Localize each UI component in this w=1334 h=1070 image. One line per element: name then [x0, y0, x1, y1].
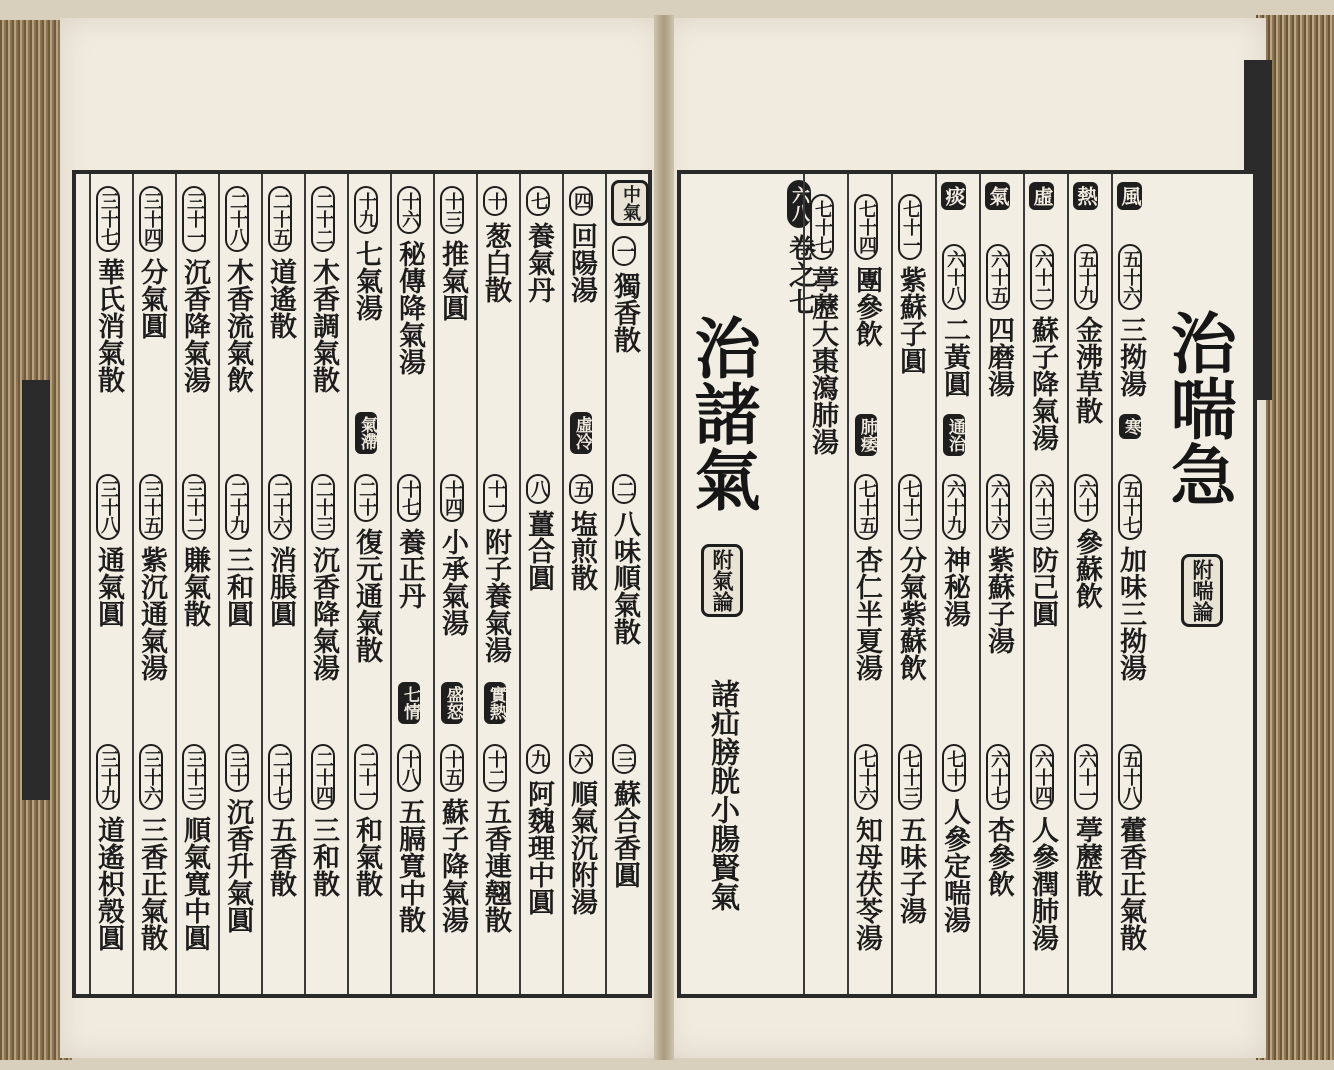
entry-number: 三十六	[139, 744, 163, 810]
entry-number: 七十	[942, 744, 966, 792]
entry-number: 二十八	[225, 186, 249, 252]
entry-number: 六十二	[1030, 244, 1054, 310]
prescription-entry	[439, 186, 466, 321]
prescription-entry	[525, 744, 552, 915]
prescription-entry	[525, 186, 552, 303]
prescription-entry	[525, 474, 552, 591]
left-column	[476, 174, 519, 994]
entry-number: 二十二	[311, 186, 335, 252]
entry-number: 七十一	[898, 194, 922, 260]
entry-name: 防己圓	[1027, 546, 1058, 627]
entry-number: 二十三	[311, 474, 335, 540]
entry-name: 杏參飲	[983, 816, 1014, 897]
entry-number: 六十六	[986, 474, 1010, 540]
prescription-entry	[985, 744, 1012, 897]
entry-number: 五十八	[1118, 744, 1142, 810]
entry-number: 十五	[440, 744, 464, 792]
section-subtext: 諸疝膀胱小腸賢氣	[707, 679, 741, 911]
left-column	[261, 174, 304, 994]
category-tag: 痰	[941, 182, 966, 210]
entry-name: 分氣圓	[136, 258, 167, 339]
entry-name: 木香調氣散	[308, 258, 339, 393]
category-tag: 實熱	[484, 682, 506, 724]
entry-number: 三十二	[182, 474, 206, 540]
entry-number: 七十五	[854, 474, 878, 540]
entry-name: 八味順氣散	[609, 510, 640, 645]
entry-name: 加味三拗湯	[1115, 546, 1146, 681]
entry-name: 通氣圓	[93, 546, 124, 627]
prescription-entry	[1073, 474, 1100, 609]
left-column	[562, 174, 605, 994]
appendix-tag-qi: 附氣論	[701, 544, 743, 617]
entry-name: 塩煎散	[566, 510, 597, 591]
category-tag: 氣滯	[355, 412, 377, 454]
prescription-entry	[853, 474, 880, 681]
entry-name: 紫蘇子圓	[895, 266, 926, 374]
entry-name: 蘇子降氣湯	[437, 798, 468, 933]
section-title-qi: 治諸氣	[683, 314, 761, 512]
prescription-entry	[95, 744, 122, 951]
category-tag: 寒	[1119, 414, 1141, 439]
right-column	[847, 174, 891, 994]
entry-number: 三十一	[182, 186, 206, 252]
entry-name: 復元通氣散	[351, 528, 382, 663]
left-column	[132, 174, 175, 994]
prescription-entry	[941, 474, 968, 627]
prescription-entry	[1029, 244, 1056, 451]
entry-name: 蘇子降氣湯	[1027, 316, 1058, 451]
entry-number: 六十一	[1074, 744, 1098, 810]
prescription-entry	[181, 744, 208, 951]
right-column	[1023, 174, 1067, 994]
prescription-entry	[353, 186, 380, 321]
entry-number: 三十七	[96, 186, 120, 252]
prescription-entry	[95, 186, 122, 393]
category-tag: 中氣	[611, 180, 649, 226]
prescription-entry	[897, 194, 924, 374]
category-tag: 熱	[1073, 182, 1098, 210]
prescription-entry	[611, 236, 638, 353]
prescription-entry	[1117, 744, 1144, 951]
entry-name: 人參定喘湯	[939, 798, 970, 933]
entry-name: 養氣丹	[523, 222, 554, 303]
prescription-entry	[95, 474, 122, 627]
chapter-label: 卷之七	[784, 234, 815, 315]
prescription-entry	[224, 186, 251, 393]
entry-name: 三拗湯	[1115, 316, 1146, 397]
entry-name: 小承氣湯	[437, 528, 468, 636]
category-tag: 虛	[1029, 182, 1054, 210]
entry-name: 金沸草散	[1071, 316, 1102, 424]
prescription-entry	[396, 744, 423, 933]
prescription-entry	[310, 474, 337, 681]
prescription-entry	[897, 474, 924, 681]
right-page-frame	[677, 170, 1257, 998]
prescription-entry	[181, 186, 208, 393]
entry-name: 蘇合香圓	[609, 780, 640, 888]
prescription-entry	[1029, 744, 1056, 951]
prescription-entry	[941, 744, 968, 933]
prescription-entry	[181, 474, 208, 627]
left-folio-strip	[22, 380, 50, 800]
prescription-entry	[439, 474, 466, 636]
entry-name: 和氣散	[351, 816, 382, 897]
prescription-entry	[568, 186, 595, 303]
prescription-entry	[353, 474, 380, 663]
entry-name: 三香正氣散	[136, 816, 167, 951]
entry-name: 分氣紫蘇飲	[895, 546, 926, 681]
prescription-entry	[482, 186, 509, 303]
entry-name: 知母茯苓湯	[851, 816, 882, 951]
entry-number: 七十七	[810, 194, 834, 260]
entry-name: 順氣寬中圓	[179, 816, 210, 951]
entry-number: 六十七	[986, 744, 1010, 810]
prescription-entry	[439, 744, 466, 933]
category-tag: 盛怒	[441, 682, 463, 724]
section-title-asthma: 治喘急	[1159, 309, 1237, 507]
right-column	[935, 174, 979, 994]
prescription-entry	[138, 474, 165, 681]
left-column	[304, 174, 347, 994]
prescription-entry	[224, 474, 251, 627]
prescription-entry	[482, 744, 509, 933]
entry-name: 推氣圓	[437, 240, 468, 321]
entry-number: 二十九	[225, 474, 249, 540]
entry-number: 九	[526, 744, 550, 774]
entry-number: 五十七	[1118, 474, 1142, 540]
prescription-entry	[611, 474, 638, 645]
entry-name: 道遙散	[265, 258, 296, 339]
left-column	[605, 174, 648, 994]
entry-name: 五膈寬中散	[394, 798, 425, 933]
entry-name: 木香流氣飲	[222, 258, 253, 393]
entry-number: 二十一	[354, 744, 378, 810]
prescription-entry	[353, 744, 380, 897]
entry-number: 六十四	[1030, 744, 1054, 810]
entry-name: 薑合圓	[523, 510, 554, 591]
entry-number: 七十四	[854, 194, 878, 260]
left-column	[390, 174, 433, 994]
entry-name: 阿魏理中圓	[523, 780, 554, 915]
entry-number: 二十七	[268, 744, 292, 810]
entry-number: 十二	[483, 744, 507, 792]
left-column	[347, 174, 390, 994]
entry-number: 一	[612, 236, 636, 266]
prescription-entry	[138, 186, 165, 339]
prescription-entry	[809, 194, 836, 455]
entry-number: 十九	[354, 186, 378, 234]
entry-number: 六十五	[986, 244, 1010, 310]
prescription-entry	[985, 474, 1012, 654]
entry-number: 十七	[397, 474, 421, 522]
entry-name: 二黃圓	[939, 316, 970, 397]
entry-number: 三十九	[96, 744, 120, 810]
appendix-tag-asthma: 附喘論	[1181, 554, 1223, 627]
entry-number: 十三	[440, 186, 464, 234]
entry-name: 參蘇飲	[1071, 528, 1102, 609]
prescription-entry	[568, 744, 595, 915]
prescription-entry	[396, 186, 423, 375]
prescription-entry	[568, 474, 595, 591]
prescription-entry	[853, 194, 880, 347]
left-column	[519, 174, 562, 994]
right-column	[891, 174, 935, 994]
entry-number: 三	[612, 744, 636, 774]
entry-number: 三十八	[96, 474, 120, 540]
entry-name: 紫沉通氣湯	[136, 546, 167, 681]
entry-name: 葶藶大棗瀉肺湯	[807, 266, 838, 455]
entry-number: 十四	[440, 474, 464, 522]
prescription-entry	[853, 744, 880, 951]
entry-number: 二十	[354, 474, 378, 522]
entry-number: 七十二	[898, 474, 922, 540]
prescription-entry	[985, 244, 1012, 397]
prescription-entry	[138, 744, 165, 951]
prescription-entry	[267, 474, 294, 627]
prescription-entry	[1117, 474, 1144, 681]
prescription-entry	[224, 744, 251, 933]
category-tag: 通治	[943, 414, 965, 456]
entry-number: 七	[526, 186, 550, 216]
entry-number: 五十六	[1118, 244, 1142, 310]
entry-name: 養正丹	[394, 528, 425, 609]
entry-name: 人參潤肺湯	[1027, 816, 1058, 951]
entry-number: 六	[569, 744, 593, 774]
left-page-frame	[72, 170, 652, 998]
prescription-entry	[396, 474, 423, 609]
entry-name: 五味子湯	[895, 816, 926, 924]
entry-name: 回陽湯	[566, 222, 597, 303]
entry-number: 八	[526, 474, 550, 504]
category-tag: 虛冷	[570, 412, 592, 454]
entry-name: 神秘湯	[939, 546, 970, 627]
entry-number: 三十	[225, 744, 249, 792]
entry-name: 沉香升氣圓	[222, 798, 253, 933]
entry-name: 藿香正氣散	[1115, 816, 1146, 951]
entry-name: 七氣湯	[351, 240, 382, 321]
entry-name: 團參飲	[851, 266, 882, 347]
right-column	[979, 174, 1023, 994]
entry-number: 六十	[1074, 474, 1098, 522]
entry-name: 順氣沉附湯	[566, 780, 597, 915]
prescription-entry	[941, 244, 968, 397]
prescription-entry	[267, 186, 294, 339]
entry-number: 二十五	[268, 186, 292, 252]
entry-number: 二十六	[268, 474, 292, 540]
entry-number: 三十五	[139, 474, 163, 540]
prescription-entry	[1073, 744, 1100, 897]
left-column	[175, 174, 218, 994]
entry-name: 五香連翹散	[480, 798, 511, 933]
entry-number: 五十九	[1074, 244, 1098, 310]
category-tag: 風	[1117, 182, 1142, 210]
left-column	[218, 174, 261, 994]
entry-number: 六十三	[1030, 474, 1054, 540]
entry-number: 四	[569, 186, 593, 216]
entry-name: 華氏消氣散	[93, 258, 124, 393]
entry-name: 秘傳降氣湯	[394, 240, 425, 375]
entry-name: 三和圓	[222, 546, 253, 627]
entry-number: 十一	[483, 474, 507, 522]
prescription-entry	[310, 744, 337, 897]
entry-number: 六十九	[942, 474, 966, 540]
entry-name: 杏仁半夏湯	[851, 546, 882, 681]
entry-name: 道遙枳殼圓	[93, 816, 124, 951]
right-column	[803, 174, 847, 994]
entry-name: 獨香散	[609, 272, 640, 353]
entry-name: 消脹圓	[265, 546, 296, 627]
entry-name: 沉香降氣湯	[308, 546, 339, 681]
right-column	[1067, 174, 1111, 994]
chapter-number: 六八	[787, 180, 811, 228]
entry-number: 十八	[397, 744, 421, 792]
category-tag: 七情	[398, 682, 420, 724]
category-tag: 氣	[985, 182, 1010, 210]
entry-number: 三十三	[182, 744, 206, 810]
entry-number: 十	[483, 186, 507, 216]
entry-name: 三和散	[308, 816, 339, 897]
entry-name: 四磨湯	[983, 316, 1014, 397]
prescription-entry	[897, 744, 924, 924]
left-column	[89, 174, 132, 994]
category-tag: 肺痿	[855, 414, 877, 456]
entry-name: 葶藶散	[1071, 816, 1102, 897]
entry-name: 賺氣散	[179, 546, 210, 627]
entry-number: 六十八	[942, 244, 966, 310]
prescription-entry	[267, 744, 294, 897]
entry-name: 五香散	[265, 816, 296, 897]
entry-number: 五	[569, 474, 593, 504]
prescription-entry	[1029, 474, 1056, 627]
entry-number: 十六	[397, 186, 421, 234]
prescription-entry	[482, 474, 509, 663]
entry-number: 七十三	[898, 744, 922, 810]
book-gutter	[654, 15, 674, 1060]
prescription-entry	[1073, 244, 1100, 424]
entry-name: 紫蘇子湯	[983, 546, 1014, 654]
left-column	[433, 174, 476, 994]
prescription-entry	[1117, 244, 1144, 397]
entry-name: 沉香降氣湯	[179, 258, 210, 393]
entry-name: 葱白散	[480, 222, 511, 303]
right-column	[1111, 174, 1155, 994]
prescription-entry	[611, 744, 638, 888]
prescription-entry	[310, 186, 337, 393]
entry-name: 附子養氣湯	[480, 528, 511, 663]
entry-number: 七十六	[854, 744, 878, 810]
entry-number: 二	[612, 474, 636, 504]
entry-number: 二十四	[311, 744, 335, 810]
entry-number: 三十四	[139, 186, 163, 252]
